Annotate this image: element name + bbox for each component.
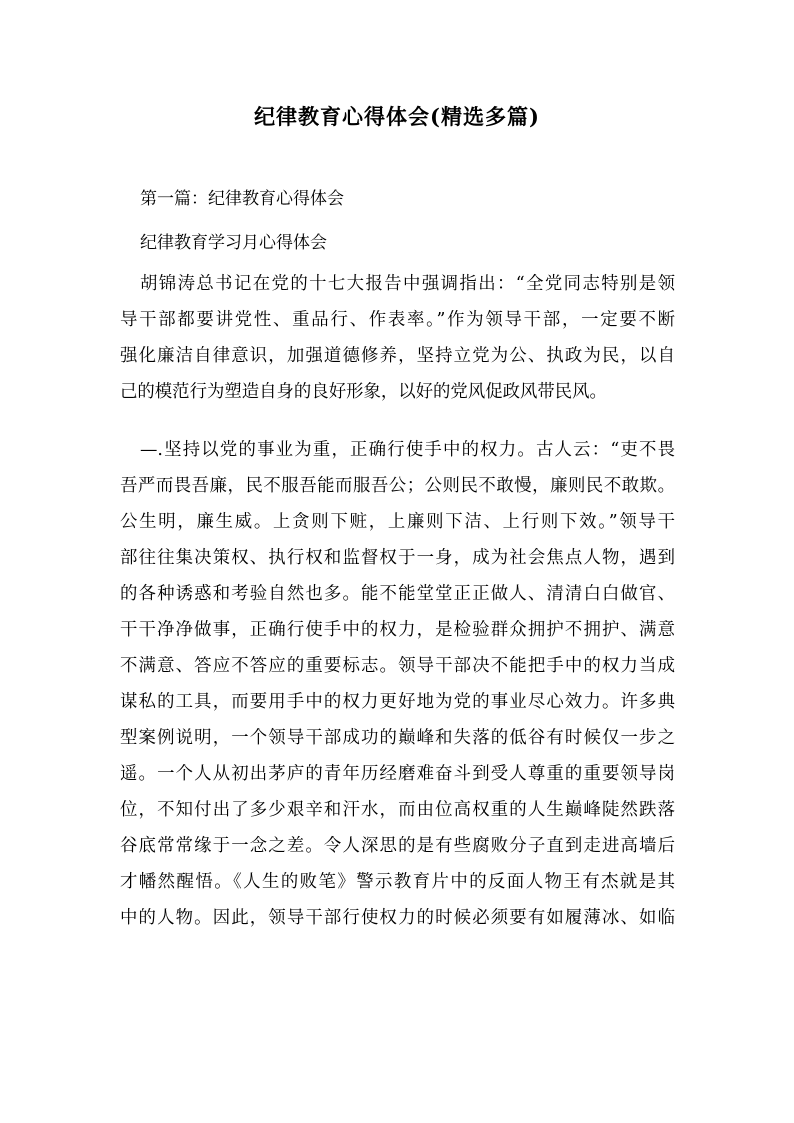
paragraph-body bbox=[120, 432, 675, 936]
paragraph-intro bbox=[120, 266, 675, 410]
text-line: 遥。一个人从初出茅庐的青年历经磨难奋斗到受人尊重的重要领导岗 bbox=[120, 764, 675, 784]
text-line: 部往往集决策权、执行权和监督权于一身，成为社会焦点人物，遇到 bbox=[120, 548, 675, 568]
text-line: 才幡然醒悟。《人生的败笔》警示教育片中的反面人物王有杰就是其 bbox=[120, 872, 675, 892]
text-line: 公生明，廉生威。上贪则下赃，上廉则下洁、上行则下效。”领导干 bbox=[120, 512, 675, 532]
text-line: 中的人物。因此，领导干部行使权力的时候必须要有如履薄冰、如临 bbox=[120, 908, 675, 928]
sub-heading: 纪律教育学习月心得体会 bbox=[140, 233, 327, 253]
section-heading: 第一篇：纪律教育心得体会 bbox=[140, 189, 344, 209]
text-line: 导干部都要讲党性、重品行、作表率。”作为领导干部，一定要不断 bbox=[120, 310, 675, 330]
text-line: 不满意、答应不答应的重要标志。领导干部决不能把手中的权力当成 bbox=[120, 656, 675, 676]
text-line: —.坚持以党的事业为重，正确行使手中的权力。古人云：“吏不畏 bbox=[140, 440, 675, 460]
text-line: 吾严而畏吾廉，民不服吾能而服吾公；公则民不敢慢，廉则民不敢欺。 bbox=[120, 476, 675, 496]
text-line: 己的模范行为塑造自身的良好形象，以好的党风促政风带民风。 bbox=[120, 382, 607, 402]
text-line: 谋私的工具，而要用手中的权力更好地为党的事业尽心效力。许多典 bbox=[120, 692, 675, 712]
text-line: 强化廉洁自律意识，加强道德修养，坚持立党为公、执政为民，以自 bbox=[120, 346, 675, 366]
text-line: 干干净净做事，正确行使手中的权力，是检验群众拥护不拥护、满意 bbox=[120, 620, 675, 640]
text-line: 的各种诱惑和考验自然也多。能不能堂堂正正做人、清清白白做官、 bbox=[120, 584, 675, 604]
document-title: 纪律教育心得体会(精选多篇) bbox=[254, 104, 540, 129]
text-line: 型案例说明，一个领导干部成功的巅峰和失落的低谷有时候仅一步之 bbox=[120, 728, 675, 748]
text-line: 胡锦涛总书记在党的十七大报告中强调指出：“全党同志特别是领 bbox=[140, 274, 675, 294]
text-line: 谷底常常缘于一念之差。令人深思的是有些腐败分子直到走进高墙后 bbox=[120, 836, 675, 856]
text-line: 位，不知付出了多少艰辛和汗水，而由位高权重的人生巅峰陡然跌落 bbox=[120, 800, 675, 820]
